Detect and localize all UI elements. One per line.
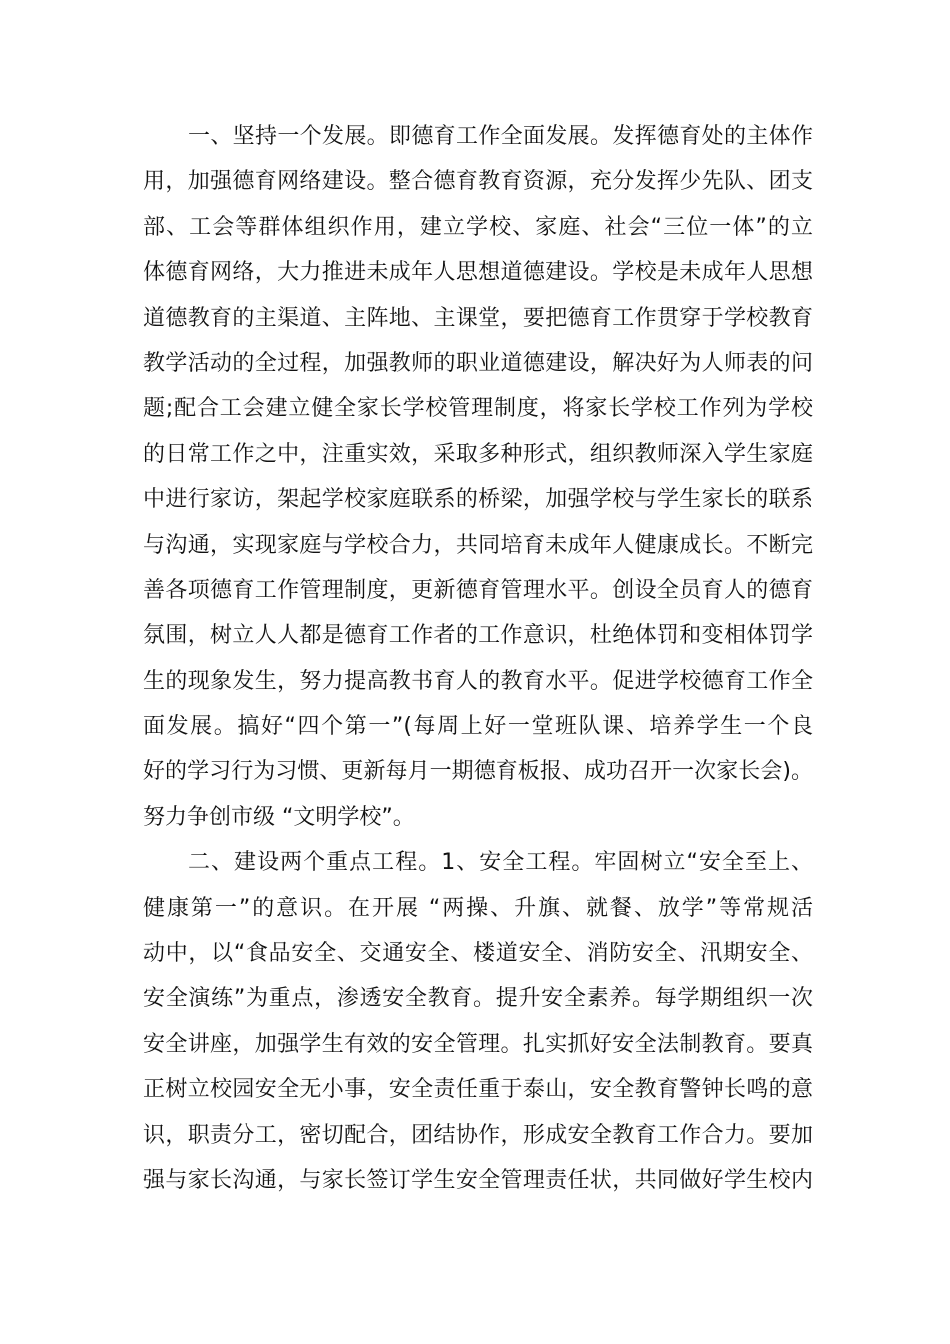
paragraph-line: 安全讲座，加强学生有效的安全管理。扎实抓好安全法制教育。要真 bbox=[143, 1031, 813, 1057]
paragraph-line: 健康第一”的意识。在开展 “两操、升旗、就餐、放学”等常规活 bbox=[143, 895, 813, 921]
document-body bbox=[143, 114, 813, 1203]
paragraph-line: 中进行家访，架起学校家庭联系的桥梁，加强学校与学生家长的联系 bbox=[143, 487, 813, 513]
paragraph-line: 面发展。搞好“四个第一”(每周上好一堂班队课、培养学生一个良 bbox=[143, 714, 813, 740]
paragraph-line: 安全演练”为重点，渗透安全教育。提升安全素养。每学期组织一次 bbox=[143, 986, 813, 1012]
paragraph-2 bbox=[143, 840, 813, 1203]
paragraph-line: 道德教育的主渠道、主阵地、主课堂，要把德育工作贯穿于学校教育 bbox=[143, 305, 813, 331]
paragraph-line: 氛围，树立人人都是德育工作者的工作意识，杜绝体罚和变相体罚学 bbox=[143, 623, 813, 649]
paragraph-line: 好的学习行为习惯、更新每月一期德育板报、成功召开一次家长会)。 bbox=[143, 759, 813, 785]
paragraph-line: 努力争创市级 “文明学校”。 bbox=[143, 804, 415, 830]
paragraph-line: 善各项德育工作管理制度，更新德育管理水平。创设全员育人的德育 bbox=[143, 577, 813, 603]
paragraph-line: 生的现象发生，努力提高教书育人的教育水平。促进学校德育工作全 bbox=[143, 668, 813, 694]
paragraph-line: 强与家长沟通，与家长签订学生安全管理责任状，共同做好学生校内 bbox=[143, 1167, 813, 1193]
paragraph-1 bbox=[143, 114, 813, 840]
paragraph-line: 教学活动的全过程，加强教师的职业道德建设，解决好为人师表的问 bbox=[143, 350, 813, 376]
paragraph-line: 部、工会等群体组织作用，建立学校、家庭、社会“三位一体”的立 bbox=[143, 214, 813, 240]
paragraph-line: 动中，以“食品安全、交通安全、楼道安全、消防安全、汛期安全、 bbox=[143, 941, 813, 967]
paragraph-line: 识，职责分工，密切配合，团结协作，形成安全教育工作合力。要加 bbox=[143, 1122, 813, 1148]
paragraph-line: 体德育网络，大力推进未成年人思想道德建设。学校是未成年人思想 bbox=[143, 260, 813, 286]
paragraph-line: 题;配合工会建立健全家长学校管理制度，将家长学校工作列为学校 bbox=[143, 396, 813, 422]
paragraph-line: 一、坚持一个发展。即德育工作全面发展。发挥德育处的主体作 bbox=[188, 124, 813, 149]
paragraph-line: 与沟通，实现家庭与学校合力，共同培育未成年人健康成长。不断完 bbox=[143, 532, 813, 558]
paragraph-line: 二、建设两个重点工程。1、安全工程。牢固树立“安全至上、 bbox=[188, 850, 813, 876]
paragraph-line: 正树立校园安全无小事，安全责任重于泰山，安全教育警钟长鸣的意 bbox=[143, 1077, 813, 1103]
paragraph-line: 的日常工作之中，注重实效，采取多种形式，组织教师深入学生家庭 bbox=[143, 441, 813, 467]
paragraph-line: 用，加强德育网络建设。整合德育教育资源，充分发挥少先队、团支 bbox=[143, 169, 813, 195]
